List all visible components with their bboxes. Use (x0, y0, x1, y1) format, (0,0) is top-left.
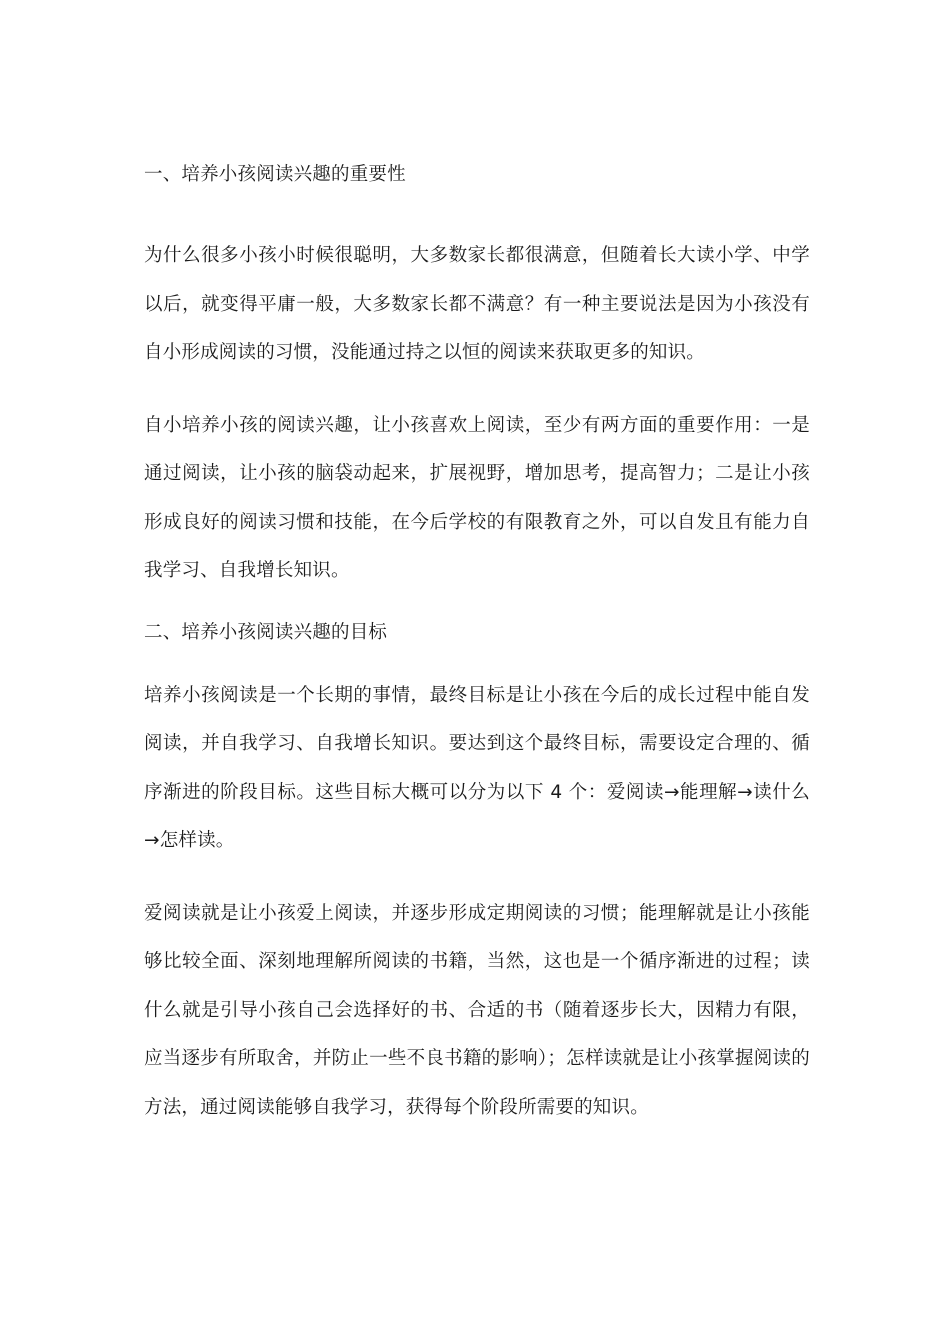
section-heading-goals: 二、培养小孩阅读兴趣的目标 (144, 621, 388, 643)
paragraph-goals-2: 爱阅读就是让小孩爱上阅读，并逐步形成定期阅读的习惯；能理解就是让小孩能够比较全面、深刻地理解所阅读的书籍，当然，这也是一个循序渐进的过程；读什么就是引导小孩自己会选择好的书、合适的书（随着逐步长大，因精力有限，应当逐步有所取舍，并防止一些不良书籍的影响）；怎样读就是让小孩掌握阅读的方法，通过阅读能够自我学习，获得每个阶段所需要的知识。 (144, 902, 810, 1118)
paragraph-goals-1: 培养小孩阅读是一个长期的事情，最终目标是让小孩在今后的成长过程中能自发阅读，并自我学习、自我增长知识。要达到这个最终目标，需要设定合理的、循序渐进的阶段目标。这些目标大概可以分为以下 4 个：爱阅读→能理解→读什么→怎样读。 (144, 684, 810, 851)
section-heading-importance: 一、培养小孩阅读兴趣的重要性 (144, 164, 406, 185)
document-body (144, 156, 810, 1132)
paragraph-importance-2: 自小培养小孩的阅读兴趣，让小孩喜欢上阅读，至少有两方面的重要作用：一是通过阅读，让小孩的脑袋动起来，扩展视野，增加思考，提高智力；二是让小孩形成良好的阅读习惯和技能，在今后学校的有限教育之外，可以自发且有能力自我学习、自我增长知识。 (144, 414, 810, 581)
paragraph-importance-1: 为什么很多小孩小时候很聪明，大多数家长都很满意，但随着长大读小学、中学以后，就变得平庸一般，大多数家长都不满意？有一种主要说法是因为小孩没有自小形成阅读的习惯，没能通过持之以恒的阅读来获取更多的知识。 (144, 245, 810, 363)
